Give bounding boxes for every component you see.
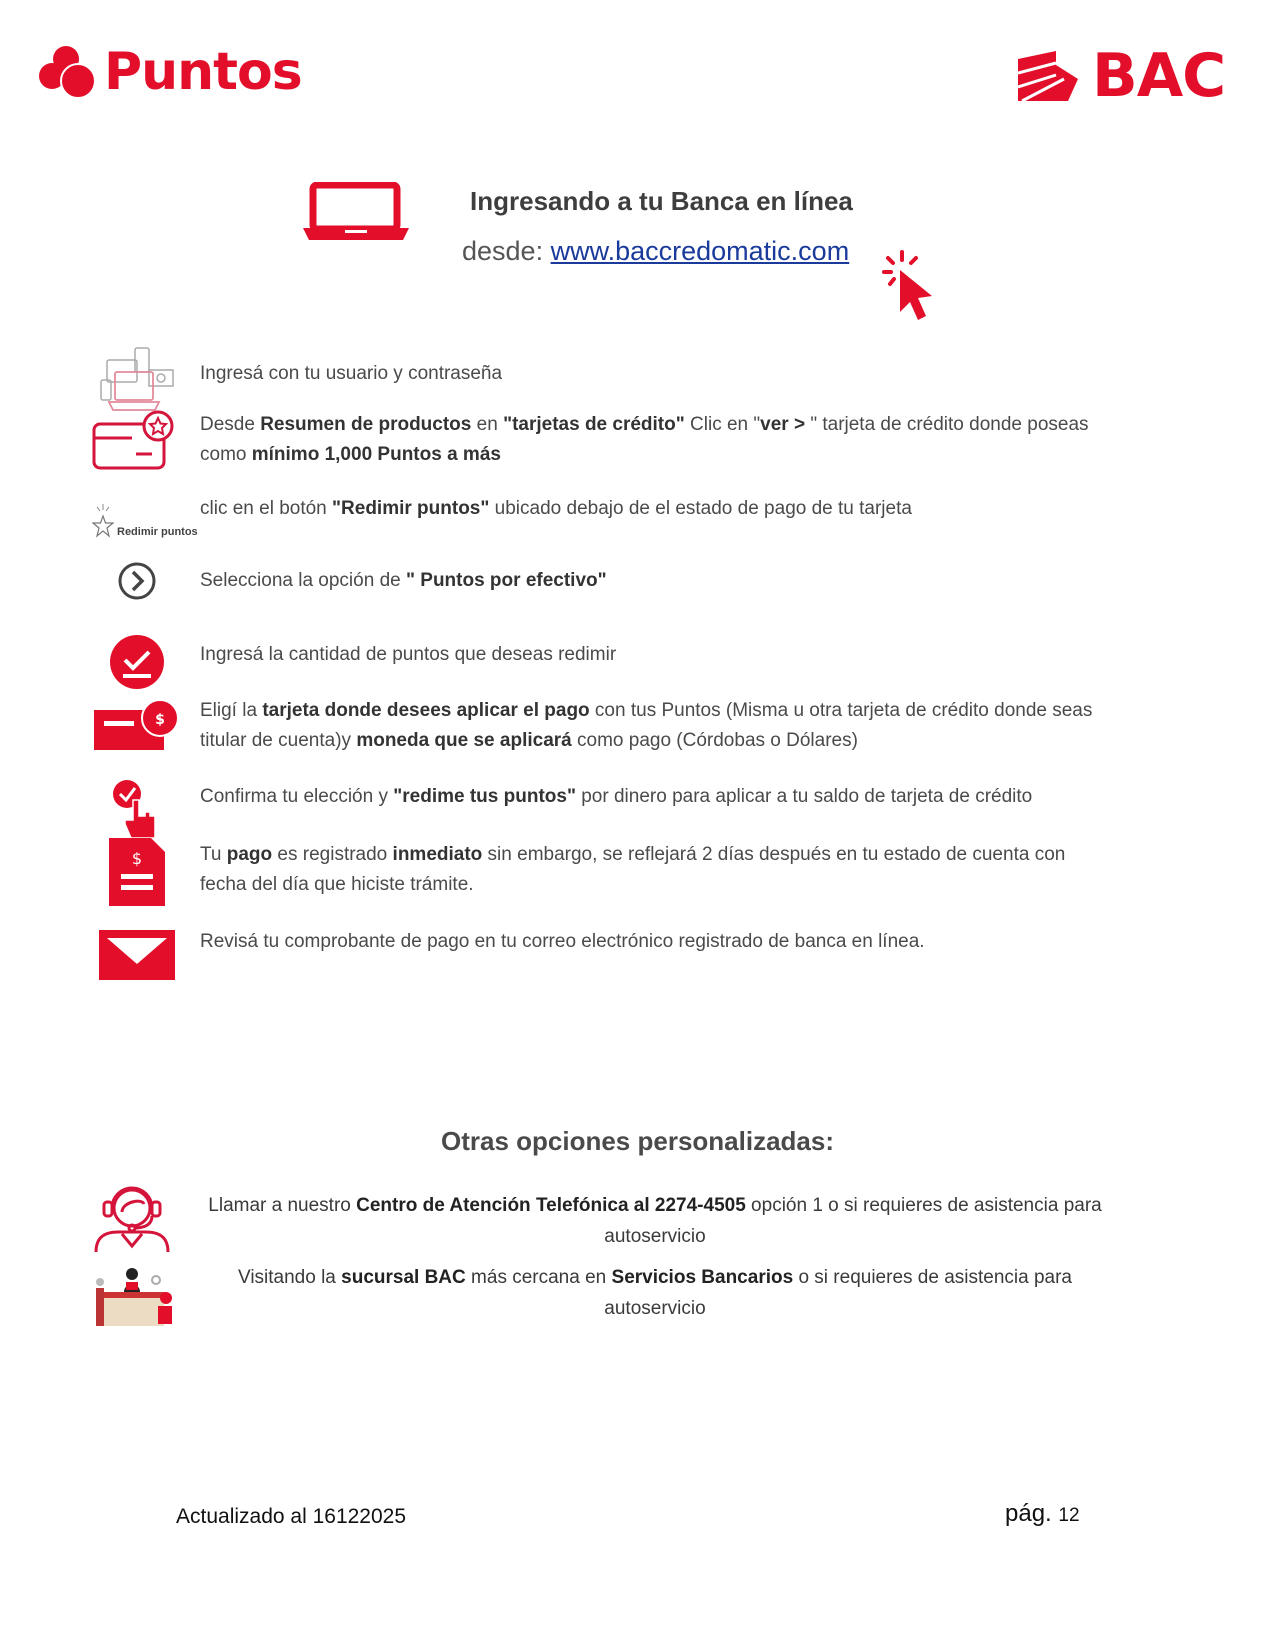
click-cursor-icon <box>882 250 942 330</box>
bac-logo <box>1018 41 1226 111</box>
step-login <box>92 345 1100 417</box>
step-enter-amount <box>92 632 1100 692</box>
chevron-circle-icon <box>117 561 157 601</box>
puntos-logo <box>38 42 302 102</box>
option-call-center: Llamar a nuestro Centro de Atención Telefónica al 2274-4505 opción 1 o si requieres de asistencia para autoservicio <box>208 1195 1102 1247</box>
bank-website-link[interactable]: www.baccredomatic.com <box>550 236 850 266</box>
option-branch-visit: Visitando la sucursal BAC más cercana en Servicios Bancarios o si requieres de asistencia para autoservicio <box>237 1267 1072 1319</box>
from-label: desde: <box>462 236 544 266</box>
call-center-agent-icon <box>92 1182 172 1254</box>
bac-logo-text: BAC <box>1092 41 1226 111</box>
svg-text:$: $ <box>155 712 165 728</box>
receipt-dollar-icon <box>109 838 165 906</box>
step-text: Ingresá la cantidad de puntos que deseas redimir <box>200 644 617 665</box>
step-payment-registered <box>92 838 1100 906</box>
svg-text:$: $ <box>131 849 143 868</box>
card-dollar-icon <box>92 698 182 754</box>
step-check-email <box>92 925 1100 985</box>
step-text: Eligí la tarjeta donde desees aplicar el pago con tus Puntos (Misma u otra tarjeta de crédito donde seas titular de cuenta)y moneda que se aplicará como pago (Córdobas o Dólares) <box>200 700 1093 751</box>
branch-teller-icon <box>92 1262 178 1326</box>
footer-page-number <box>1005 1500 1080 1528</box>
hero-title: Ingresando a tu Banca en línea <box>470 186 853 216</box>
step-text: clic en el botón "Redimir puntos" ubicado debajo de el estado de pago de tu tarjeta <box>200 498 912 519</box>
step-select-option <box>92 563 1100 599</box>
footer-updated-date: Actualizado al 16122025 <box>176 1505 407 1528</box>
bac-stripes-icon <box>1018 49 1080 103</box>
step-choose-card <box>92 696 1100 756</box>
devices-icon <box>97 346 177 416</box>
step-text: Selecciona la opción de " Puntos por efectivo" <box>200 570 607 591</box>
step-confirm <box>92 778 1100 838</box>
check-circle-icon <box>109 634 165 690</box>
redeem-icon-label: Redimir puntos <box>117 526 198 538</box>
page-label: pág. <box>1005 1500 1052 1527</box>
hero-from-line <box>462 236 849 267</box>
step-redeem-button <box>92 492 1100 552</box>
step-text: Revisá tu comprobante de pago en tu correo electrónico registrado de banca en línea. <box>200 931 925 952</box>
hand-check-icon <box>107 778 167 838</box>
puntos-logo-text: Puntos <box>104 42 302 102</box>
laptop-icon <box>303 182 411 242</box>
step-text: Ingresá con tu usuario y contraseña <box>200 363 503 384</box>
page-number: 12 <box>1058 1505 1080 1526</box>
other-options-title: Otras opciones personalizadas: <box>440 1126 834 1156</box>
step-text: Confirma tu elección y "redime tus puntos" por dinero para aplicar a tu saldo de tarjeta de crédito <box>200 786 1033 807</box>
envelope-icon <box>99 930 175 980</box>
redeem-star-icon <box>92 504 198 540</box>
step-select-card <box>92 410 1100 470</box>
step-text: Tu pago es registrado inmediato sin embargo, se reflejará 2 días después en tu estado de cuenta con fecha del día que hiciste trámite. <box>200 844 1066 895</box>
credit-card-star-icon <box>92 410 182 470</box>
step-text: Desde Resumen de productos en "tarjetas de crédito" Clic en "ver > " tarjeta de crédito donde poseas como mínimo 1,000 Puntos a más <box>200 414 1089 465</box>
three-dots-cluster-icon <box>38 43 100 101</box>
